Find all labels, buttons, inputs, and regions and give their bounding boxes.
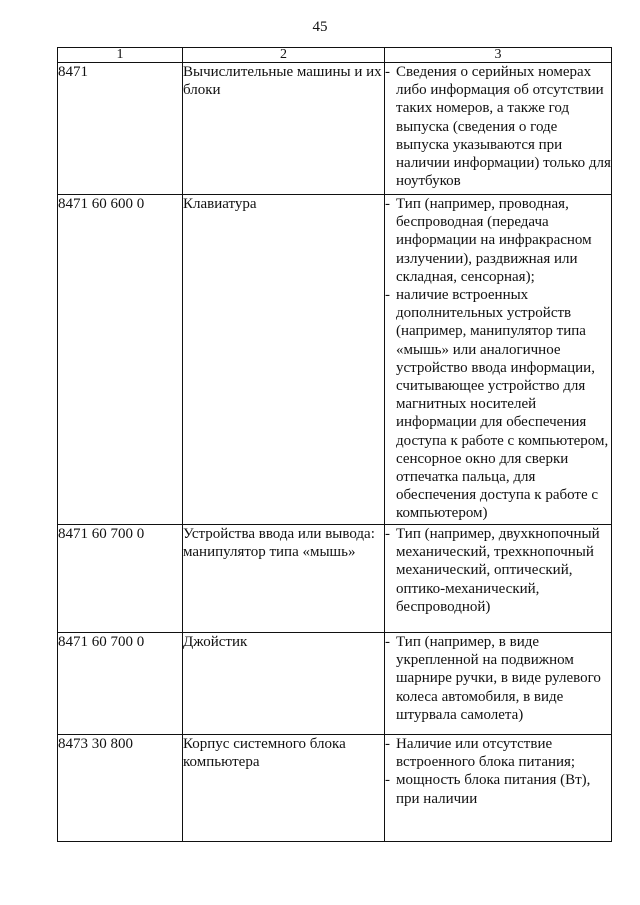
attribute-item: - Тип (например, проводная, беспроводная (передача информации на инфракрасном излучении), раздвижная или складная, сенсорная); [385,196,592,285]
attributes-list [385,63,611,190]
attribute-item: - Наличие или отсутствие встроенного блока питания; [385,736,576,771]
table-row [58,735,612,842]
attributes-cell [385,633,612,735]
attribute-text: Тип (например, проводная, беспроводная (передача информации на инфракрасном излучении), раздвижная или складная, сенсорная); [396,196,592,285]
goods-name-cell: Устройства ввода или вывода: манипулятор типа «мышь» [183,525,385,633]
goods-name-cell: Корпус системного блока компьютера [183,735,385,842]
attribute-text: Наличие или отсутствие встроенного блока питания; [396,736,576,771]
tnved-code-cell: 8471 60 700 0 [58,633,183,735]
attributes-list [385,525,611,616]
attribute-item: - Тип (например, двухкнопочный механический, трехкнопочный механический, оптический, оптико-механический, беспроводной) [385,526,600,615]
attributes-cell [385,63,612,195]
attribute-item: - Тип (например, в виде укрепленной на подвижном шарнире ручки, в виде рулевого колеса автомобиля, в виде штурвала самолета) [385,634,601,723]
tnved-code-cell: 8471 [58,63,183,195]
page-number: 45 [312,19,328,35]
table-row [58,195,612,525]
attribute-text: Сведения о серийных номерах либо информация об отсутствии таких номеров, а также год выпуска (сведения о годе выпуска указываются при наличии информации) только для ноутбуков [396,64,611,190]
attributes-cell [385,525,612,633]
tnved-code-cell: 8473 30 800 [58,735,183,842]
attributes-cell [385,735,612,842]
table-header-row [58,48,612,63]
column-header-3: 3 [385,48,612,63]
attribute-text: Тип (например, в виде укрепленной на подвижном шарнире ручки, в виде рулевого колеса автомобиля, в виде штурвала самолета) [396,634,601,723]
attributes-list [385,195,611,523]
attributes-list [385,633,611,724]
attributes-cell [385,195,612,525]
tnved-code-cell: 8471 60 600 0 [58,195,183,525]
goods-name-cell: Джойстик [183,633,385,735]
tnved-code-cell: 8471 60 700 0 [58,525,183,633]
attribute-item: - наличие встроенных дополнительных устройств (например, манипулятор типа «мышь» или аналогичное устройство ввода информации, считывающее устройство для магнитных носителей информации для обеспечения доступа к работе с компьютером, сенсорное окно для сверки отпечатка пальца, для обеспечения доступа к работе с компьютером) [385,287,609,522]
goods-name-cell: Клавиатура [183,195,385,525]
goods-name-cell: Вычислительные машины и их блоки [183,63,385,195]
attribute-item: - Сведения о серийных номерах либо информация об отсутствии таких номеров, а также год выпуска (сведения о годе выпуска указываются при наличии информации) только для ноутбуков [385,64,611,190]
table-row [58,633,612,735]
attribute-text: мощность блока питания (Вт), при наличии [396,772,591,807]
goods-table [57,47,612,842]
table-row [58,63,612,195]
table-row [58,525,612,633]
attribute-text: наличие встроенных дополнительных устройств (например, манипулятор типа «мышь» или аналогичное устройство ввода информации, считывающее устройство для магнитных носителей информации для обеспечения доступа к работе с компьютером, сенсорное окно для сверки отпечатка пальца, для обеспечения доступа к работе с компьютером) [396,287,609,522]
attribute-text: Тип (например, двухкнопочный механический, трехкнопочный механический, оптический, оптико-механический, беспроводной) [396,526,600,615]
column-header-1: 1 [58,48,183,63]
column-header-2: 2 [183,48,385,63]
attribute-item: - мощность блока питания (Вт), при наличии [385,772,591,807]
attributes-list [385,735,611,808]
